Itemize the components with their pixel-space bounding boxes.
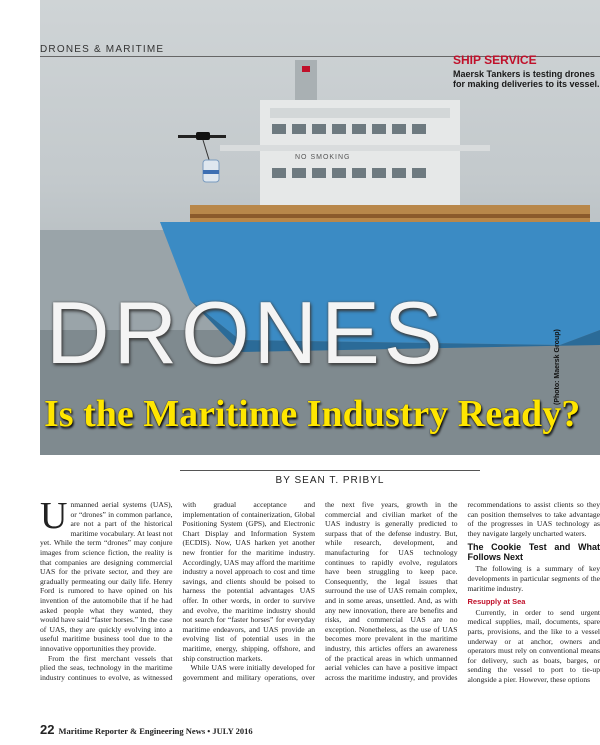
article-paragraph: The following is a summary of key developments in particular segments of the maritime industry. (467, 564, 600, 593)
byline: BY SEAN T. PRIBYL (275, 475, 385, 486)
photo-credit: (Photo: Maersk Group) (554, 329, 561, 405)
page-footer (40, 722, 253, 737)
ship-signage: NO SMOKING (295, 154, 351, 161)
byline-divider (180, 470, 480, 471)
article-paragraph: Currently, in order to send urgent medical supplies, mail, documents, spare parts, provisions, and the like to a vessel underway or at anchor, owners and operators must rely on conventional means for delivery, such as boats, barges, or sending the vessel to port to tie-up alongside a pier. However, these options (467, 607, 600, 684)
subhead: Is the Maritime Industry Ready? (44, 393, 581, 435)
drop-cap: U (40, 495, 68, 537)
section-label: DRONES & MARITIME (40, 44, 165, 55)
headline: DRONES (46, 283, 447, 382)
photo-callout (453, 53, 600, 89)
callout-title: SHIP SERVICE (453, 53, 537, 67)
section-heading: Resupply at Sea (467, 597, 526, 607)
intro-text: nmanned aerial systems (UAS), or “drones” in common parlance, are not a part of the historical maritime vocabulary. At least not yet. While the term “drones” may conjure images from science fiction, the reality is that companies are designing commercial UAS for the private sector, and they are gradually permeating our daily life. Henry Ford is rumored to have opined on his invention of the automobile that if he had asked people what they wanted, they would have said “faster horses.” In the case of UAS, they are quickly evolving into a useful maritime business tool due to the innovative opportunities they provide. (40, 500, 173, 653)
page-number: 22 (40, 722, 55, 737)
callout-text: Maersk Tankers is testing drones for making deliveries to its vessel. (453, 69, 600, 89)
publication-name: Maritime Reporter & Engineering News • JULY 2016 (58, 726, 253, 736)
section-heading: The Cookie Test and What Follows Next (467, 542, 600, 563)
article-paragraph (40, 495, 173, 654)
article-paragraph: From the first merchant vessels that plied the seas, technology in the maritime industry continues to evolve, as witnessed with gradual acceptance and implementation of containerization, Global Positioning System (GPS), and Electronic Chart Display and Information System (ECDIS). Now, UAS harken yet another new frontier for the maritime industry. Accordingly, UAS may afford the maritime industry a novel approach to cost and time savings, and clients should be poised to harness the potential advantages UAS offer. In other words, in order to survive and evolve, the maritime industry should not search for “faster horses” for everyday maritime endeavors, and UAS provide an evolving list of potential uses in the maritime, energy, shipping, offshore, and ship construction markets. (40, 500, 315, 682)
article-body (40, 495, 600, 718)
article-paragraph: While UAS were initially developed for government and military operations, over the next five years, growth in the commercial and civilian market of the UAS industry is generally predicted to surpass that of the defense industry. But, while research, development, and manufacturing for UAS technology continues to rapidly evolve, regulators have been struggling to keep pace. Consequently, the legal issues that surround the use of UAS remain complex, and in some areas, unsettled. And, as with any new innovation, there are benefits and risks, and commercial UAS are no exception. Nonetheless, as the use of UAS becomes more prevalent in the maritime industry, this articles offers an awareness of the practical areas in which unmanned aerial vehicles can have a positive impact across the maritime industry, and provides recommendations to assist clients so they can position themselves to take advantage of the progresses in UAS technology as they navigate largely uncharted waters. (182, 500, 600, 682)
